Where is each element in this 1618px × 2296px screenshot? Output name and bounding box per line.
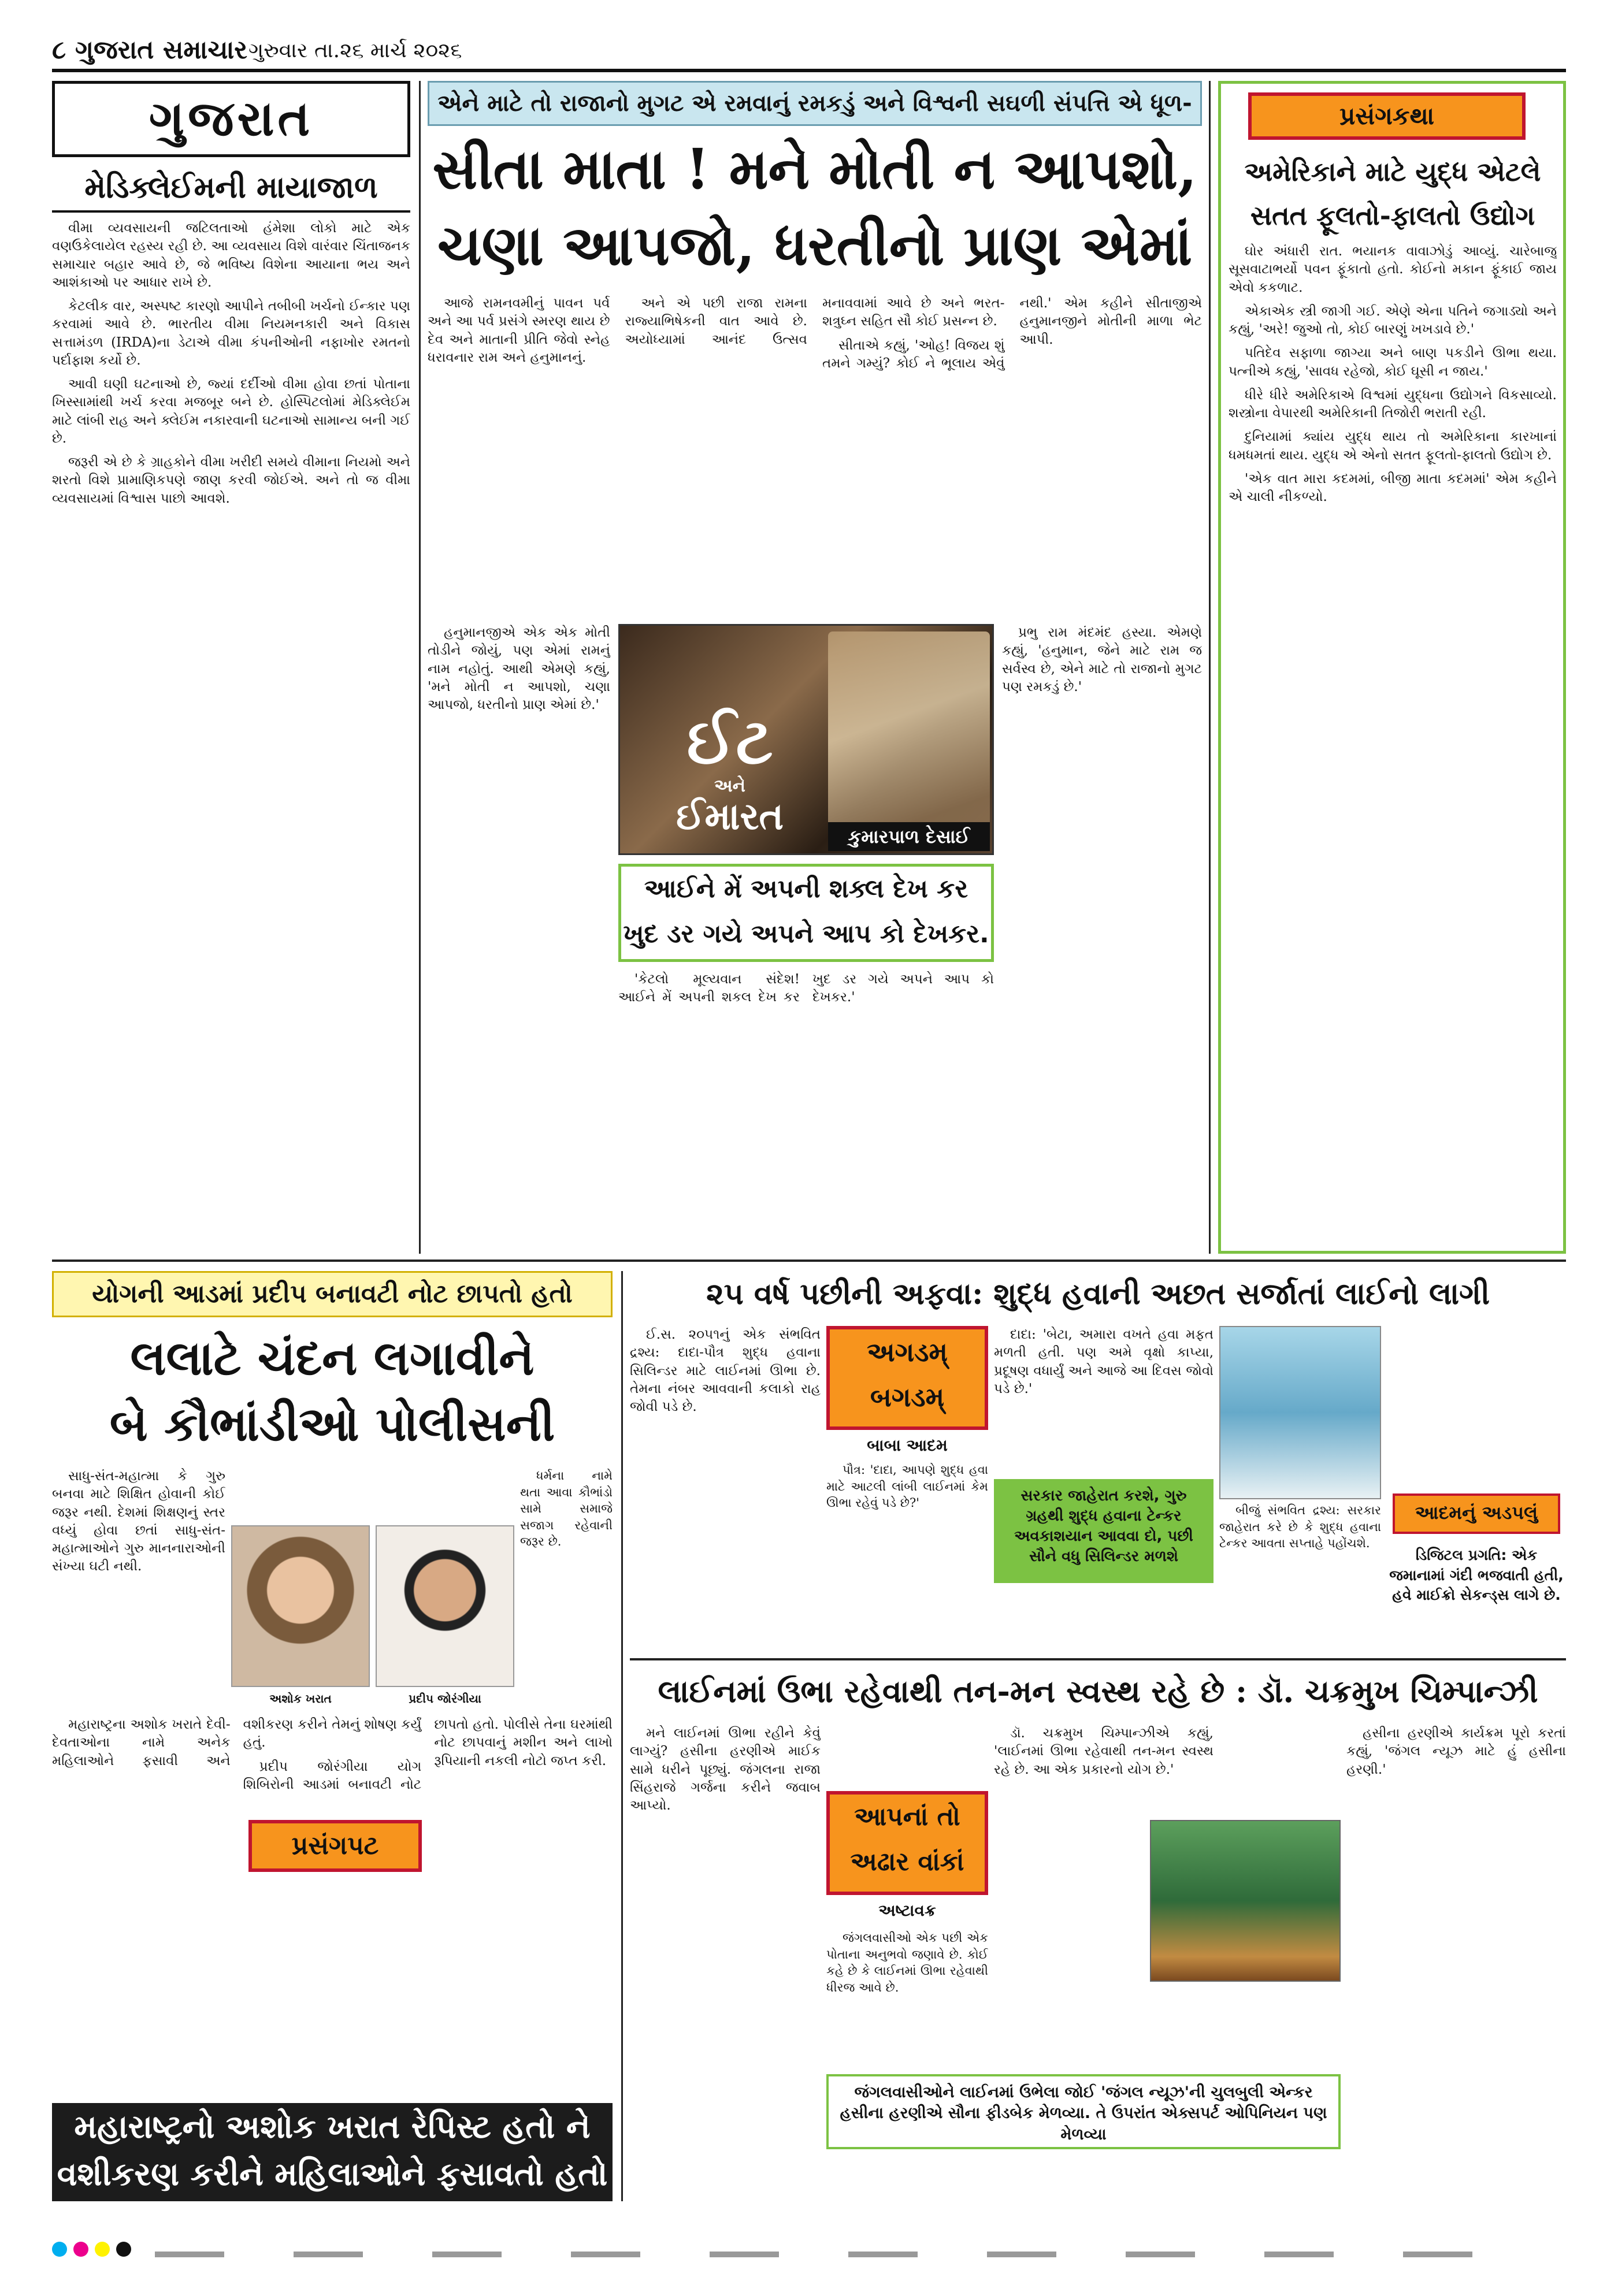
forest-body-col4 — [1346, 1725, 1566, 2204]
paragraph: ઘોર અંધારી રાત. ભયાનક વાવાઝોડું આવ્યું. ચારેબાજુ સૂસવાટાભર્યો પવન ફૂંકાતો હતો. કોઈનો મકાન ફૂંકાઈ જાય એવો કકળાટ. — [1229, 244, 1557, 295]
page-header — [52, 32, 1566, 72]
air-footer-text: ડિજિટલ પ્રગતિ: એક જમાનામાં ગંદી ભજવાતી હતી, હવે માઈક્રો સેકન્ડ્સ લાગે છે. — [1389, 1547, 1564, 1603]
center-headline-line2: ચણા આપજો, ધરતીનો પ્રાણ એમાં — [437, 213, 1193, 278]
yoga-footer-banner — [52, 2103, 613, 2201]
forest-byline: અષ્ટાવક્ર — [878, 1901, 936, 1920]
yoga-footer-line1: મહારાષ્ટ્રનો અશોક ખરાત રેપિસ્ટ હતો ને — [74, 2108, 591, 2146]
forest-body-col2 — [826, 1930, 988, 2068]
center-kicker: એને માટે તો રાજાનો મુગટ એ રમવાનું રમકડું અને વિશ્વની સઘળી સંપત્તિ એ ધૂળ- — [428, 81, 1202, 126]
caption-pradeep-jorangiya: પ્રદીપ જોરંગીયા — [409, 1692, 481, 1706]
paragraph: હનુમાનજીએ એક એક મોતી તોડીને જોયું, પણ એમાં રામનું નામ નહોતું. આથી એમણે કહ્યું, 'મને મોતી ન આપશો, ચણા આપજો, ધરતીનો પ્રાણ એમાં છે.' — [428, 625, 610, 713]
header-date: ગુરુવાર તા.૨૬ માર્ચ ૨૦૨૬ — [248, 39, 462, 62]
yoga-body-side — [520, 1467, 613, 1710]
center-article-body-lower — [618, 971, 994, 1242]
center-article-body-left — [428, 624, 610, 1242]
color-dot-black — [116, 2242, 131, 2257]
air-body-col2 — [826, 1462, 988, 1652]
tag-line2: બગડમ્ — [870, 1381, 945, 1413]
air-body-col1 — [630, 1326, 821, 1649]
header-paper-name: ગુજરાત સમાચાર — [75, 35, 247, 65]
page-number: ૮ — [52, 35, 66, 65]
paragraph: જરૂરી એ છે કે ગ્રાહકોને વીમા ખરીદી સમયે વીમાના નિયમો અને શરતો વિશે પ્રામાણિકપણે જાણ કરવી જોઈએ. અને તો જ વીમા વ્યવસાયમાં વિશ્વાસ પાછો આવશે. — [52, 455, 410, 506]
pull-quote-line1: આઈને મેં અપની શક્લ દેખ કર — [644, 874, 968, 904]
air-body-col4 — [1219, 1502, 1381, 1652]
registration-strip — [155, 2252, 1484, 2257]
paragraph: 'કેટલો મૂલ્યવાન સંદેશ! આઈને મેં અપની શકલ દેખ કર ખુદ ડર ગયે અપને આપ કો દેખકર.' — [618, 972, 994, 1005]
center-article-body-upper — [428, 295, 1202, 618]
paragraph: ધર્મના નામે થતા આવા કૌભાંડો સામે સમાજે સજાગ રહેવાની જરૂર છે. — [520, 1469, 613, 1549]
section-tag-prasangpat: પ્રસંગપટ — [248, 1820, 422, 1872]
column-logo-word2: અને — [714, 776, 745, 796]
paragraph: પ્રભુ રામ મંદમંદ હસ્યા. એમણે કહ્યું, 'હનુમાન, જેને માટે રામ જ સર્વસ્વ છે, એને માટે તો રાજાનો મુગટ પણ રમકડું છે.' — [1002, 625, 1202, 694]
forest-callout: જંગલવાસીઓને લાઈનમાં ઉભેલા જોઈ 'જંગલ ન્યૂઝ'ની ચુલબુલી એન્કર હસીના હરણીએ સૌના ફીડબેક મેળવ્યા. તે ઉપરાંત એક્સપર્ટ ઓપિનિયન પણ મેળવ્યા — [826, 2074, 1341, 2149]
pull-quote-box — [618, 864, 994, 962]
air-byline: બાબા આદમ — [867, 1436, 948, 1455]
paragraph: વીમા વ્યવસાયની જટિલતાઓ હંમેશા લોકો માટે એક વણઉકેલાયેલ રહસ્ય રહી છે. આ વ્યવસાય વિશે વારંવાર ચિંતાજનક સમાચાર બહાર આવે છે, જે ભવિષ્ય વિશેના આયાના ભય અને આશંકાઓ પર આધાર રાખે છે. — [52, 221, 410, 290]
section-divider — [52, 1260, 1566, 1262]
left-article-title: મેડિક્લેઈમની માયાજાળ — [52, 163, 410, 213]
yoga-body — [52, 1716, 613, 2086]
byline: કુમારપાળ દેસાઈ — [828, 822, 990, 851]
section-tag-agadam-bagadam — [826, 1326, 988, 1430]
color-dot-magenta — [73, 2242, 88, 2257]
column-logo-word3: ઈમારત — [676, 795, 784, 838]
color-dot-cyan — [52, 2242, 67, 2257]
column-divider — [621, 1271, 623, 2201]
column-logo-text — [637, 707, 822, 839]
caption-ashok-kharat: અશોક ખરાત — [269, 1692, 332, 1706]
paragraph: પતિદેવ સફાળા જાગ્યા અને બાણ પકડીને ઊભા થયા. પત્નીએ કહ્યું, 'સાવધ રહેજો, કોઈ ઘૂસી ન જાય.' — [1229, 345, 1557, 379]
yoga-headline-line2: બે કૌભાંડીઓ પોલીસની — [109, 1396, 555, 1452]
section-divider — [630, 1658, 1566, 1660]
print-color-bar — [52, 2242, 1566, 2265]
left-article-body — [52, 220, 410, 1236]
masthead-logo: ગુજરાત — [52, 81, 410, 157]
right-headline-line2: સતત ફૂલતો-ફાલતો ઉદ્યોગ — [1250, 200, 1535, 231]
paragraph: હસીના હરણીએ કાર્યક્રમ પૂરો કરતાં કહ્યું, 'જંગલ ન્યૂઝ માટે હું હસીના હરણી.' — [1346, 1726, 1566, 1777]
center-headline-line1: સીતા માતા ! મને મોતી ન આપશો, — [432, 136, 1197, 202]
air-headline: ૨૫ વર્ષ પછીની અફવા: શુદ્ધ હવાની અછત સર્જાતાં લાઈનો લાગી — [706, 1276, 1490, 1312]
tag-adam-adapalu: આદમનું અડપલું — [1393, 1493, 1560, 1534]
air-callout: સરકાર જાહેરાત કરશે, ગુરુ ગ્રહથી શુદ્ધ હવાના ટેન્કર અવકાશયાન આવવા દો, પછી સૌને વધુ સિલિન્ડર મળશે — [994, 1479, 1214, 1583]
paragraph: ઈ.સ. ૨૦૫૧નું એક સંભવિત દ્રશ્ય: દાદા-પૌત્ર શુદ્ધ હવાના સિલિન્ડર માટે લાઈનમાં ઊભા છે. તેમના નંબર આવવાની કલાકો રાહ જોવી પડે છે. — [630, 1327, 821, 1415]
paragraph: અને એ પછી રાજા રામના રાજ્યાભિષેકની વાત આવે છે. અયોધ્યામાં આનંદ ઉત્સવ મનાવવામાં આવે છે અને ભરત-શત્રુઘ્ન સહિત સૌ કોઈ પ્રસન્ન છે. — [625, 296, 1005, 347]
paragraph: આવી ઘણી ઘટનાઓ છે, જ્યાં દર્દીઓ વીમા હોવા છતાં પોતાના ખિસ્સામાંથી ખર્ચ કરવા મજબૂર બને છે. હોસ્પિટલોમાં મેડિક્લેઈમ માટે લાંબી રાહ અને ક્લેઈમ નકારવાની ઘટનાઓ સામાન્ય બની ગઈ છે. — [52, 377, 410, 446]
illustration-forest-animals — [1150, 1820, 1341, 1982]
tag-line1: આપનાં તો — [854, 1802, 960, 1831]
paragraph: ધીરે ધીરે અમેરિકાએ વિશ્વમાં યુદ્ધના ઉદ્યોગને વિકસાવ્યો. શસ્ત્રોના વેપારથી અમેરિકાની તિજોરી ભરાતી રહી. — [1229, 387, 1557, 421]
right-headline-line1: અમેરિકાને માટે યુદ્ધ એટલે — [1244, 156, 1541, 187]
yoga-footer-line2: વશીકરણ કરીને મહિલાઓને ફસાવતો હતો — [57, 2155, 608, 2193]
tag-line1: અગડમ્ — [867, 1336, 948, 1368]
paragraph: મહારાષ્ટ્રના અશોક ખરાતે દેવી-દેવતાઓના નામે અનેક મહિલાઓને ફસાવી અને વશીકરણ કરીને તેમનું શોષણ કર્યું હતું. — [52, 1717, 422, 1769]
yoga-kicker: યોગની આડમાં પ્રદીપ બનાવટી નોટ છાપતો હતો — [52, 1271, 613, 1317]
paragraph: પૌત્ર: 'દાદા, આપણે શુદ્ધ હવા માટે આટલી લાંબી લાઈનમાં કેમ ઊભા રહેવું પડે છે?' — [826, 1463, 988, 1510]
center-article-body-right — [1002, 624, 1202, 1242]
paragraph: જંગલવાસીઓ એક પછી એક પોતાના અનુભવો જણાવે છે. કોઈ કહે છે કે લાઈનમાં ઊભા રહેવાથી ધીરજ આવે છે. — [826, 1931, 988, 1994]
paragraph: એકાએક સ્ત્રી જાગી ગઈ. એણે એના પતિને જગાડ્યો અને કહ્યું, 'અરે! જુઓ તો, કોઈ બારણું ખખડાવે છે.' — [1229, 303, 1557, 337]
paragraph: આજે રામનવમીનું પાવન પર્વ અને આ પર્વ પ્રસંગે સ્મરણ થાય છે દેવ અને માતાની પ્રીતિ જેવો સ્નેહ ધરાવનાર રામ અને હનુમાનનું. — [428, 296, 610, 365]
paragraph: સાધુ-સંત-મહાત્મા કે ગુરુ બનવા માટે શિક્ષિત હોવાની કોઈ જરૂર નથી. દેશમાં શિક્ષણનું સ્તર વધ્યું હોવા છતાં સાધુ-સંત-મહાત્માઓને ગુરુ માનનારાઓની સંખ્યા ઘટી નથી. — [52, 1469, 225, 1574]
illustration-hospital — [1219, 1326, 1381, 1499]
right-article-body — [1229, 243, 1557, 1242]
paragraph: દાદા: 'બેટા, અમારા વખતે હવા મફત મળતી હતી. પણ અમે વૃક્ષો કાપ્યા, પ્રદૂષણ વધાર્યું અને આજે આ દિવસ જોવો પડે છે.' — [994, 1327, 1214, 1396]
column-divider — [1209, 81, 1211, 1254]
section-tag-prasangkatha: પ્રસંગકથા — [1248, 92, 1526, 140]
paragraph: કેટલીક વાર, અસ્પષ્ટ કારણો આપીને તબીબી ખર્ચનો ઈન્કાર પણ કરવામાં આવે છે. ભારતીય વીમા નિયમનકારી અને વિકાસ સત્તામંડળ (IRDA)ના ડેટાએ વીમા કંપનીઓની નફાખોર રમતનો પર્દાફાશ કર્યો છે. — [52, 299, 410, 368]
column-logo-word1: ઈટ — [686, 707, 773, 778]
temple-sculpture-image — [828, 631, 990, 851]
yoga-body-intro — [52, 1467, 225, 1687]
color-dot-yellow — [95, 2242, 110, 2257]
paragraph: દુનિયામાં ક્યાંય યુદ્ધ થાય તો અમેરિકાના કારખાનાં ધમધમતાં થાય. યુદ્ધ એ એનો સતત ફૂલતો-ફાલતો ઉદ્યોગ છે. — [1229, 429, 1557, 463]
section-tag-aapna-to-adhar-vanka — [826, 1791, 988, 1895]
photo-ashok-kharat — [231, 1525, 370, 1687]
paragraph: સીતાએ કહ્યું, 'ઓહ! વિજય શું તમને ગમ્યું? કોઈ ને ભૂલાય એવું નથી.' એમ કહીને સીતાજીએ હનુમાનજીને મોતીની માળા ભેટ આપી. — [822, 296, 1202, 371]
column-logo-image — [618, 624, 994, 855]
paragraph: પ્રદીપ જોરંગીયા યોગ શિબિરોની આડમાં બનાવટી નોટ છાપતો હતો. પોલીસે તેના ઘરમાંથી નોટ છાપવાનું મશીન અને લાખો રૂપિયાની નકલી નોટો જપ્ત કરી. — [243, 1717, 613, 1792]
air-footer-box — [1387, 1326, 1566, 1649]
tag-line2: અઢાર વાંકાં — [850, 1847, 964, 1877]
paragraph: ડૉ. ચક્રમુખ ચિમ્પાન્ઝીએ કહ્યું, 'લાઈનમાં ઊભા રહેવાથી તન-મન સ્વસ્થ રહે છે. આ એક પ્રકારનો યોગ છે.' — [994, 1726, 1214, 1777]
forest-headline: લાઈનમાં ઉભા રહેવાથી તન-મન સ્વસ્થ રહે છે : ડૉ. ચક્રમુખ ચિમ્પાન્ઝી — [658, 1673, 1538, 1710]
paragraph: 'એક વાત મારા કદમમાં, બીજી માતા કદમમાં' એમ કહીને એ ચાલી નીકળ્યો. — [1229, 471, 1557, 505]
photo-pradeep-jorangiya — [376, 1525, 514, 1687]
forest-body-col1 — [630, 1725, 821, 2204]
yoga-headline-line1: લલાટે ચંદન લગાવીને — [130, 1331, 535, 1386]
paragraph: મને લાઈનમાં ઊભા રહીને કેવું લાગ્યું? હસીના હરણીએ માઈક સામે ધરીને પૂછ્યું. જંગલના રાજા સિંહરાજે ગર્જના કરીને જવાબ આપ્યો. — [630, 1726, 821, 1814]
paragraph: બીજું સંભવિત દ્રશ્ય: સરકાર જાહેરાત કરે છે કે શુદ્ધ હવાના ટેન્કર આવતા સપ્તાહે પહોંચશે. — [1219, 1503, 1381, 1551]
column-divider — [419, 81, 421, 1254]
pull-quote-line2: ખુદ ડર ગયે અપને આપ કો દેખકર. — [623, 919, 989, 949]
